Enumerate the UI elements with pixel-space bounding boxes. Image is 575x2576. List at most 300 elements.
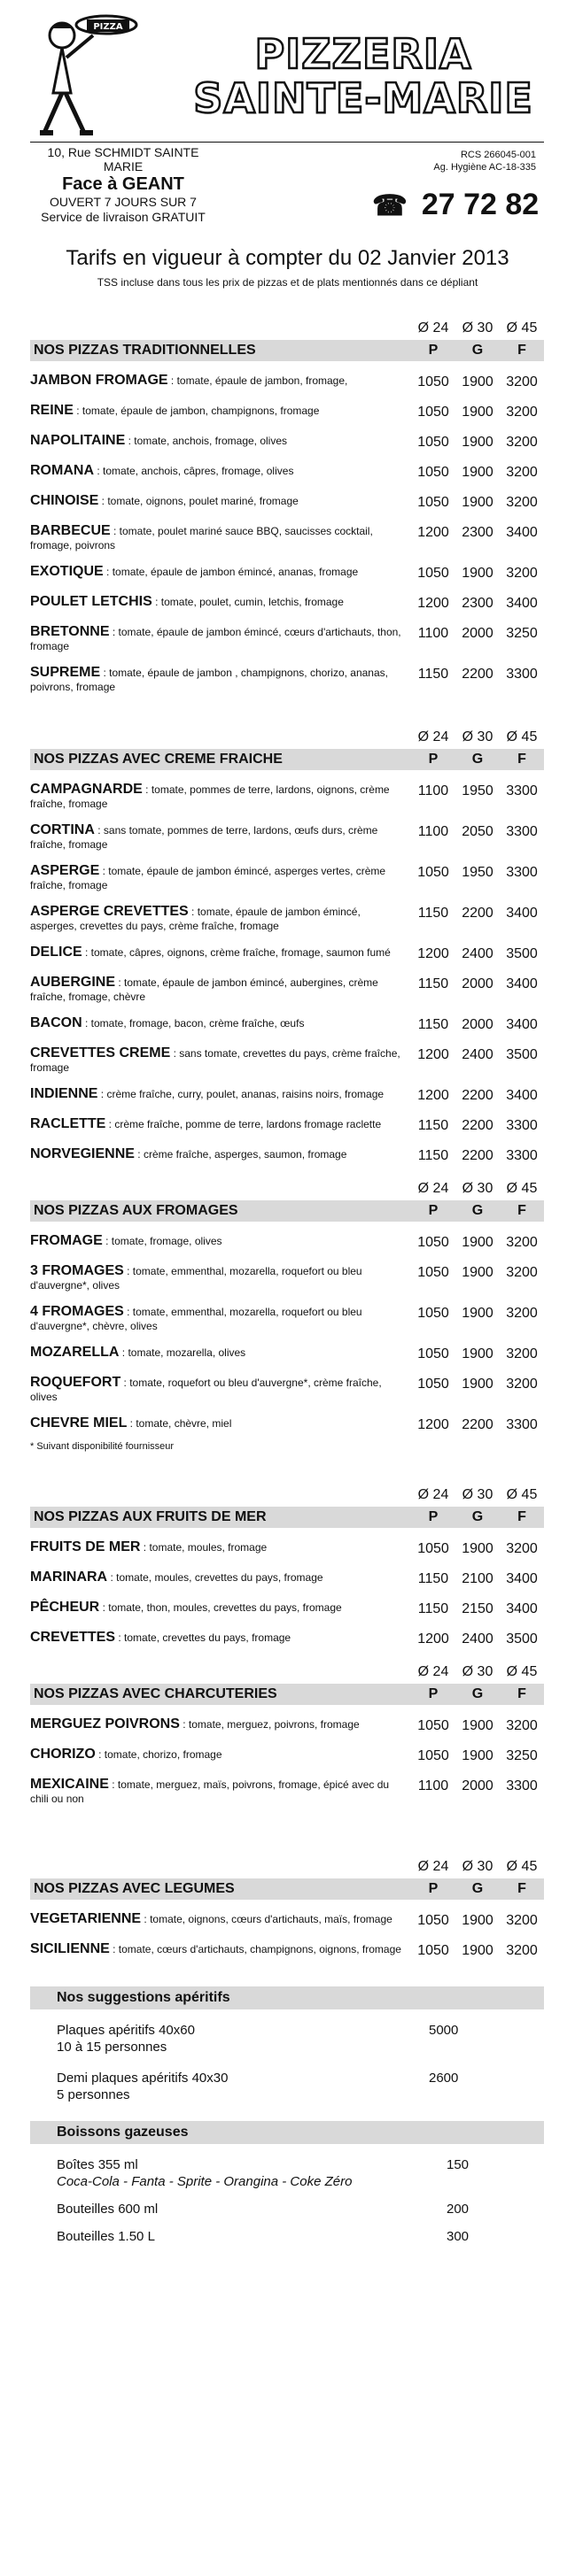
- price-g: 2400: [462, 946, 493, 961]
- price-g: 1900: [462, 374, 493, 389]
- item-ingredients: : tomate, épaule de jambon , champignons, chorizo, ananas, poivrons, fromage: [30, 667, 388, 693]
- price-f: 3500: [506, 1047, 538, 1062]
- item-ingredients: : crème fraîche, pomme de terre, lardons fromage raclette: [105, 1118, 382, 1130]
- size-24: Ø 24: [417, 729, 449, 744]
- item-ingredients: : tomate, oignons, cœurs d'artichauts, maïs, fromage: [141, 1913, 392, 1925]
- item-name: FRUITS DE MER: [30, 1539, 141, 1554]
- brand-line-2: SAINTE-MARIE: [193, 74, 533, 122]
- item-name: BACON: [30, 1015, 82, 1030]
- item-ingredients: : tomate, anchois, fromage, olives: [125, 435, 288, 447]
- price-f: 3200: [506, 1913, 538, 1928]
- item-text: [30, 404, 411, 418]
- price-g: 2000: [462, 1017, 493, 1032]
- menu-item: [30, 783, 544, 811]
- menu-item: [30, 1016, 544, 1034]
- price-f: 3300: [506, 1148, 538, 1163]
- drink-price: 300: [447, 2229, 470, 2244]
- size-30: Ø 30: [462, 320, 493, 335]
- item-ingredients: : tomate, pommes de terre, lardons, oignons, crème fraîche, fromage: [30, 783, 390, 810]
- size-24: Ø 24: [417, 320, 449, 335]
- price-g: 2200: [462, 1088, 493, 1103]
- price-g: 1900: [462, 1718, 493, 1733]
- price-p: 1050: [417, 1306, 449, 1321]
- item-name: CHORIZO: [30, 1747, 96, 1762]
- menu-item: [30, 976, 544, 1004]
- price-p: 1100: [417, 1778, 449, 1793]
- item-text: [30, 1600, 411, 1615]
- price-p: 1050: [417, 495, 449, 510]
- section-header: [30, 1507, 544, 1528]
- price-p: 1200: [417, 1047, 449, 1062]
- price-p: 1150: [417, 1118, 449, 1133]
- size-p-label: P: [428, 1203, 439, 1218]
- price-p: 1100: [417, 626, 449, 641]
- item-ingredients: : tomate, merguez, maïs, poivrons, fromage, épicé avec du chili ou non: [30, 1778, 390, 1805]
- item-name: ROMANA: [30, 463, 94, 478]
- price-p: 1200: [417, 596, 449, 611]
- item-ingredients: : tomate, épaule de jambon émincé, ananas, fromage: [103, 566, 359, 578]
- suggestions-title: Nos suggestions apéritifs: [30, 1986, 544, 2009]
- price-f: 3300: [506, 1417, 538, 1432]
- price-f: 3300: [506, 824, 538, 839]
- drink-text: [57, 2228, 447, 2245]
- item-name: CAMPAGNARDE: [30, 782, 143, 797]
- price-f: 3200: [506, 1265, 538, 1280]
- item-text: [30, 905, 411, 933]
- size-45: Ø 45: [506, 1487, 538, 1502]
- price-g: 2000: [462, 626, 493, 641]
- size-30: Ø 30: [462, 1664, 493, 1679]
- item-ingredients: : tomate, merguez, poivrons, fromage: [179, 1718, 360, 1731]
- item-text: [30, 1631, 411, 1645]
- item-name: EXOTIQUE: [30, 564, 104, 579]
- drink-item: [30, 2156, 544, 2190]
- price-p: 1150: [417, 667, 449, 682]
- price-p: 1050: [417, 1943, 449, 1958]
- menu-item: [30, 625, 544, 653]
- menu-item: [30, 864, 544, 892]
- price-f: 3500: [506, 946, 538, 961]
- price-f: 3200: [506, 1306, 538, 1321]
- price-f: 3400: [506, 525, 538, 540]
- brand-line-1: PIZZERIA: [254, 30, 472, 78]
- drinks-section: [30, 2121, 544, 2245]
- item-ingredients: : tomate, emmenthal, mozarella, roquefort ou bleu d'auvergne*, olives: [30, 1265, 362, 1292]
- price-g: 1900: [462, 495, 493, 510]
- price-f: 3200: [506, 1377, 538, 1392]
- price-g: 1900: [462, 1306, 493, 1321]
- price-f: 3400: [506, 976, 538, 991]
- menu-item: [30, 1600, 544, 1618]
- price-f: 3400: [506, 1017, 538, 1032]
- menu-item: [30, 945, 544, 963]
- item-ingredients: : tomate, fromage, olives: [102, 1235, 222, 1247]
- size-p-label: P: [428, 1881, 439, 1896]
- price-p: 1150: [417, 1571, 449, 1586]
- suggestion-people: 5 personnes: [57, 2087, 130, 2102]
- size-f-label: F: [517, 752, 526, 767]
- item-name: 4 FROMAGES: [30, 1304, 124, 1319]
- price-f: 3200: [506, 1541, 538, 1556]
- price-p: 1050: [417, 1718, 449, 1733]
- item-name: MOZARELLA: [30, 1345, 120, 1360]
- menu-item: [30, 595, 544, 613]
- item-name: RACLETTE: [30, 1116, 106, 1131]
- item-text: [30, 1942, 411, 1956]
- item-ingredients: : tomate, roquefort ou bleu d'auvergne*, crème fraîche, olives: [30, 1377, 382, 1403]
- tarifs-title: Tarifs en vigueur à compter du 02 Janvier 2013: [66, 246, 509, 270]
- price-p: 1050: [417, 1346, 449, 1361]
- size-f-label: F: [517, 343, 526, 358]
- section-note: * Suivant disponibilité fournisseur: [30, 1441, 175, 1452]
- price-g: 1900: [462, 1235, 493, 1250]
- menu-item: [30, 1631, 544, 1648]
- item-text: [30, 464, 411, 478]
- size-diameters: [30, 1181, 544, 1200]
- menu-section: [30, 1487, 544, 1648]
- item-text: [30, 1540, 411, 1554]
- price-p: 1200: [417, 1088, 449, 1103]
- item-text: [30, 1912, 411, 1926]
- size-30: Ø 30: [462, 1487, 493, 1502]
- price-g: 1900: [462, 405, 493, 420]
- rcs-number: RCS 266045-001: [460, 150, 536, 160]
- price-f: 3400: [506, 1571, 538, 1586]
- price-p: 1050: [417, 566, 449, 581]
- price-g: 2400: [462, 1047, 493, 1062]
- price-g: 1900: [462, 1377, 493, 1392]
- menu-item: [30, 434, 544, 451]
- price-g: 1900: [462, 1943, 493, 1958]
- address-block: [30, 145, 216, 225]
- item-text: [30, 1717, 411, 1731]
- item-text: [30, 434, 411, 448]
- size-diameters: [30, 1487, 544, 1507]
- item-name: VEGETARIENNE: [30, 1911, 142, 1926]
- size-45: Ø 45: [506, 729, 538, 744]
- street-address: 10, Rue SCHMIDT SAINTE MARIE: [47, 145, 199, 174]
- brand-title: [177, 32, 549, 120]
- item-ingredients: : tomate, épaule de jambon émincé, asperges vertes, crème fraîche, fromage: [30, 865, 386, 891]
- suggestion-item: [30, 2022, 544, 2055]
- item-text: [30, 823, 411, 852]
- item-ingredients: : crème fraîche, asperges, saumon, fromage: [134, 1148, 347, 1161]
- size-45: Ø 45: [506, 1664, 538, 1679]
- menu-item: [30, 464, 544, 482]
- size-24: Ø 24: [417, 1664, 449, 1679]
- item-ingredients: : crème fraîche, curry, poulet, ananas, raisins noirs, fromage: [97, 1088, 385, 1100]
- item-text: [30, 1117, 411, 1131]
- suggestion-people: 10 à 15 personnes: [57, 2040, 167, 2055]
- size-p-label: P: [428, 1686, 439, 1701]
- item-text: [30, 945, 411, 960]
- size-f-label: F: [517, 1203, 526, 1218]
- price-g: 1900: [462, 1265, 493, 1280]
- price-g: 2400: [462, 1631, 493, 1647]
- item-text: [30, 976, 411, 1004]
- size-30: Ø 30: [462, 1181, 493, 1196]
- item-ingredients: : tomate, épaule de jambon émincé, cœurs d'artichauts, thon, fromage: [30, 626, 401, 652]
- size-diameters: [30, 320, 544, 340]
- menu-item: [30, 1234, 544, 1252]
- menu-item: [30, 1912, 544, 1930]
- size-g-label: G: [471, 1509, 484, 1524]
- item-name: ASPERGE: [30, 863, 100, 878]
- price-p: 1050: [417, 865, 449, 880]
- price-f: 3300: [506, 1778, 538, 1793]
- hygiene-number: Ag. Hygiène AC-18-335: [433, 162, 536, 173]
- suggestion-price: 2600: [429, 2071, 459, 2086]
- price-p: 1100: [417, 783, 449, 798]
- price-f: 3200: [506, 374, 538, 389]
- suggestion-name: Demi plaques apéritifs 40x30: [57, 2071, 229, 2086]
- menu-section: [30, 1181, 544, 1452]
- item-name: 3 FROMAGES: [30, 1263, 124, 1278]
- item-ingredients: : tomate, poulet, cumin, letchis, fromage: [152, 596, 344, 608]
- menu-item: [30, 1087, 544, 1105]
- size-24: Ø 24: [417, 1181, 449, 1196]
- size-30: Ø 30: [462, 1859, 493, 1874]
- size-24: Ø 24: [417, 1487, 449, 1502]
- item-ingredients: : tomate, fromage, bacon, crème fraîche, œufs: [82, 1017, 305, 1030]
- suggestion-name: Plaques apéritifs 40x60: [57, 2023, 195, 2038]
- price-g: 2000: [462, 1778, 493, 1793]
- price-f: 3400: [506, 906, 538, 921]
- price-g: 2150: [462, 1601, 493, 1616]
- price-p: 1200: [417, 1417, 449, 1432]
- menu-item: [30, 494, 544, 512]
- item-name: CREVETTES CREME: [30, 1045, 171, 1060]
- price-f: 3300: [506, 783, 538, 798]
- item-name: CHEVRE MIEL: [30, 1415, 128, 1431]
- section-header: [30, 749, 544, 770]
- price-f: 3400: [506, 1088, 538, 1103]
- drink-text: [57, 2156, 447, 2190]
- section-title: NOS PIZZAS AVEC CREME FRAICHE: [34, 752, 283, 767]
- menu-item: [30, 1376, 544, 1404]
- section-title: NOS PIZZAS AUX FRUITS DE MER: [34, 1509, 267, 1524]
- delivery-info: Service de livraison GRATUIT: [41, 210, 206, 224]
- size-g-label: G: [471, 752, 484, 767]
- size-24: Ø 24: [417, 1859, 449, 1874]
- item-text: [30, 565, 411, 579]
- price-f: 3200: [506, 1346, 538, 1361]
- item-name: NAPOLITAINE: [30, 433, 126, 448]
- price-g: 2000: [462, 976, 493, 991]
- item-ingredients: : tomate, crevettes du pays, fromage: [115, 1631, 291, 1644]
- price-p: 1150: [417, 1017, 449, 1032]
- suggestion-price: 5000: [429, 2023, 459, 2038]
- menu-item: [30, 666, 544, 694]
- drink-text: [57, 2201, 447, 2217]
- item-name: ROQUEFORT: [30, 1375, 121, 1390]
- price-g: 2200: [462, 667, 493, 682]
- item-ingredients: : tomate, câpres, oignons, crème fraîche, fromage, saumon fumé: [82, 946, 391, 959]
- item-ingredients: : tomate, emmenthal, mozarella, roquefort ou bleu d'auvergne*, chèvre, olives: [30, 1306, 362, 1332]
- menu-item: [30, 1305, 544, 1333]
- legal-info: [433, 149, 536, 174]
- item-name: INDIENNE: [30, 1086, 98, 1101]
- item-text: [30, 1016, 411, 1030]
- phone-number: 27 72 82: [421, 188, 540, 221]
- size-p-label: P: [428, 1509, 439, 1524]
- section-title: NOS PIZZAS TRADITIONNELLES: [34, 343, 256, 358]
- price-g: 1900: [462, 1346, 493, 1361]
- price-f: 3300: [506, 667, 538, 682]
- menu-item: [30, 905, 544, 933]
- price-f: 3250: [506, 1748, 538, 1763]
- menu-item: [30, 1416, 544, 1434]
- price-f: 3200: [506, 495, 538, 510]
- suggestion-text: [57, 2022, 429, 2055]
- price-p: 1150: [417, 976, 449, 991]
- price-p: 1050: [417, 435, 449, 450]
- size-g-label: G: [471, 1686, 484, 1701]
- drink-price: 150: [447, 2157, 470, 2172]
- item-name: MERGUEZ POIVRONS: [30, 1716, 180, 1731]
- price-f: 3500: [506, 1631, 538, 1647]
- size-g-label: G: [471, 1881, 484, 1896]
- price-g: 2200: [462, 1118, 493, 1133]
- price-f: 3250: [506, 626, 538, 641]
- menu-item: [30, 823, 544, 852]
- item-ingredients: : tomate, cœurs d'artichauts, champignons, oignons, fromage: [109, 1943, 401, 1955]
- suggestions-section: [30, 1986, 544, 2103]
- size-g-label: G: [471, 1203, 484, 1218]
- price-g: 1900: [462, 1748, 493, 1763]
- item-ingredients: : sans tomate, pommes de terre, lardons, œufs durs, crème fraîche, fromage: [30, 824, 378, 851]
- price-p: 1150: [417, 1601, 449, 1616]
- item-ingredients: : tomate, chèvre, miel: [127, 1417, 232, 1430]
- item-ingredients: : tomate, moules, crevettes du pays, fromage: [107, 1571, 323, 1584]
- item-text: [30, 1147, 411, 1161]
- size-30: Ø 30: [462, 729, 493, 744]
- item-ingredients: : sans tomate, crevettes du pays, crème fraîche, fromage: [30, 1047, 400, 1074]
- landmark: Face à GEANT: [62, 174, 184, 194]
- price-g: 1950: [462, 865, 493, 880]
- menu-item: [30, 565, 544, 582]
- section-header: [30, 1684, 544, 1705]
- item-ingredients: : tomate, anchois, câpres, fromage, olives: [94, 465, 294, 477]
- item-name: BARBECUE: [30, 523, 111, 538]
- price-p: 1050: [417, 1377, 449, 1392]
- tarifs-block: [0, 246, 575, 289]
- section-title: NOS PIZZAS AUX FROMAGES: [34, 1203, 238, 1218]
- item-name: ASPERGE CREVETTES: [30, 904, 189, 919]
- menu-item: [30, 1747, 544, 1765]
- drink-name: Boîtes 355 ml: [57, 2157, 138, 2172]
- menu-item: [30, 374, 544, 391]
- item-text: [30, 1264, 411, 1292]
- item-ingredients: : tomate, épaule de jambon, fromage,: [167, 374, 348, 387]
- item-ingredients: : tomate, chorizo, fromage: [95, 1748, 222, 1761]
- drink-brands: Coca-Cola - Fanta - Sprite - Orangina - Coke Zéro: [57, 2174, 353, 2189]
- price-g: 1900: [462, 435, 493, 450]
- price-p: 1200: [417, 1631, 449, 1647]
- menu-item: [30, 524, 544, 552]
- item-name: SICILIENNE: [30, 1941, 110, 1956]
- item-text: [30, 1305, 411, 1333]
- price-p: 1050: [417, 1541, 449, 1556]
- item-text: [30, 666, 411, 694]
- price-f: 3400: [506, 1601, 538, 1616]
- price-p: 1200: [417, 946, 449, 961]
- item-text: [30, 494, 411, 508]
- item-name: NORVEGIENNE: [30, 1146, 135, 1161]
- item-text: [30, 524, 411, 552]
- menu-item: [30, 1346, 544, 1363]
- price-g: 1900: [462, 1913, 493, 1928]
- pizza-menu: [30, 320, 544, 2256]
- opening-hours: OUVERT 7 JOURS SUR 7: [50, 195, 197, 209]
- item-name: BRETONNE: [30, 624, 110, 639]
- menu-item: [30, 1046, 544, 1075]
- phone-block: [372, 188, 539, 222]
- item-ingredients: : tomate, thon, moules, crevettes du pays, fromage: [99, 1601, 342, 1614]
- drink-name: Bouteilles 600 ml: [57, 2202, 159, 2217]
- item-text: [30, 1416, 411, 1431]
- item-text: [30, 1046, 411, 1075]
- price-p: 1150: [417, 1148, 449, 1163]
- price-f: 3200: [506, 566, 538, 581]
- item-ingredients: : tomate, épaule de jambon émincé, asperges, crevettes du pays, crème fraîche, fromage: [30, 906, 361, 932]
- price-p: 1050: [417, 1265, 449, 1280]
- section-header: [30, 1878, 544, 1900]
- menu-item: [30, 1147, 544, 1165]
- item-text: [30, 1087, 411, 1101]
- item-text: [30, 595, 411, 609]
- price-p: 1200: [417, 525, 449, 540]
- item-text: [30, 1747, 411, 1762]
- item-name: MEXICAINE: [30, 1777, 109, 1792]
- price-f: 3300: [506, 865, 538, 880]
- item-text: [30, 864, 411, 892]
- price-f: 3200: [506, 1718, 538, 1733]
- size-g-label: G: [471, 343, 484, 358]
- price-f: 3200: [506, 465, 538, 480]
- price-p: 1050: [417, 465, 449, 480]
- price-g: 1900: [462, 465, 493, 480]
- telephone-icon: ☎: [372, 189, 408, 221]
- price-f: 3300: [506, 1118, 538, 1133]
- item-name: CHINOISE: [30, 493, 99, 508]
- price-p: 1100: [417, 824, 449, 839]
- section-title: NOS PIZZAS AVEC CHARCUTERIES: [34, 1686, 277, 1701]
- size-p-label: P: [428, 752, 439, 767]
- menu-item: [30, 1264, 544, 1292]
- item-text: [30, 374, 411, 388]
- suggestion-text: [57, 2070, 429, 2103]
- item-name: CORTINA: [30, 822, 95, 837]
- price-f: 3400: [506, 596, 538, 611]
- tarifs-subtitle: TSS incluse dans tous les prix de pizzas et de plats mentionnés dans ce dépliant: [97, 276, 478, 289]
- price-p: 1050: [417, 405, 449, 420]
- size-45: Ø 45: [506, 1859, 538, 1874]
- price-g: 1900: [462, 566, 493, 581]
- menu-section: [30, 320, 544, 694]
- price-p: 1050: [417, 1235, 449, 1250]
- price-p: 1050: [417, 1913, 449, 1928]
- item-ingredients: : tomate, poulet mariné sauce BBQ, saucisses cocktail, fromage, poivrons: [30, 525, 373, 551]
- item-ingredients: : tomate, moules, fromage: [140, 1541, 268, 1554]
- suggestion-item: [30, 2070, 544, 2103]
- drink-item: [30, 2228, 544, 2245]
- drinks-title: Boissons gazeuses: [30, 2121, 544, 2144]
- item-name: SUPREME: [30, 665, 101, 680]
- item-ingredients: : tomate, oignons, poulet mariné, fromage: [98, 495, 299, 507]
- pizza-chef-logo: [35, 9, 151, 142]
- size-45: Ø 45: [506, 1181, 538, 1196]
